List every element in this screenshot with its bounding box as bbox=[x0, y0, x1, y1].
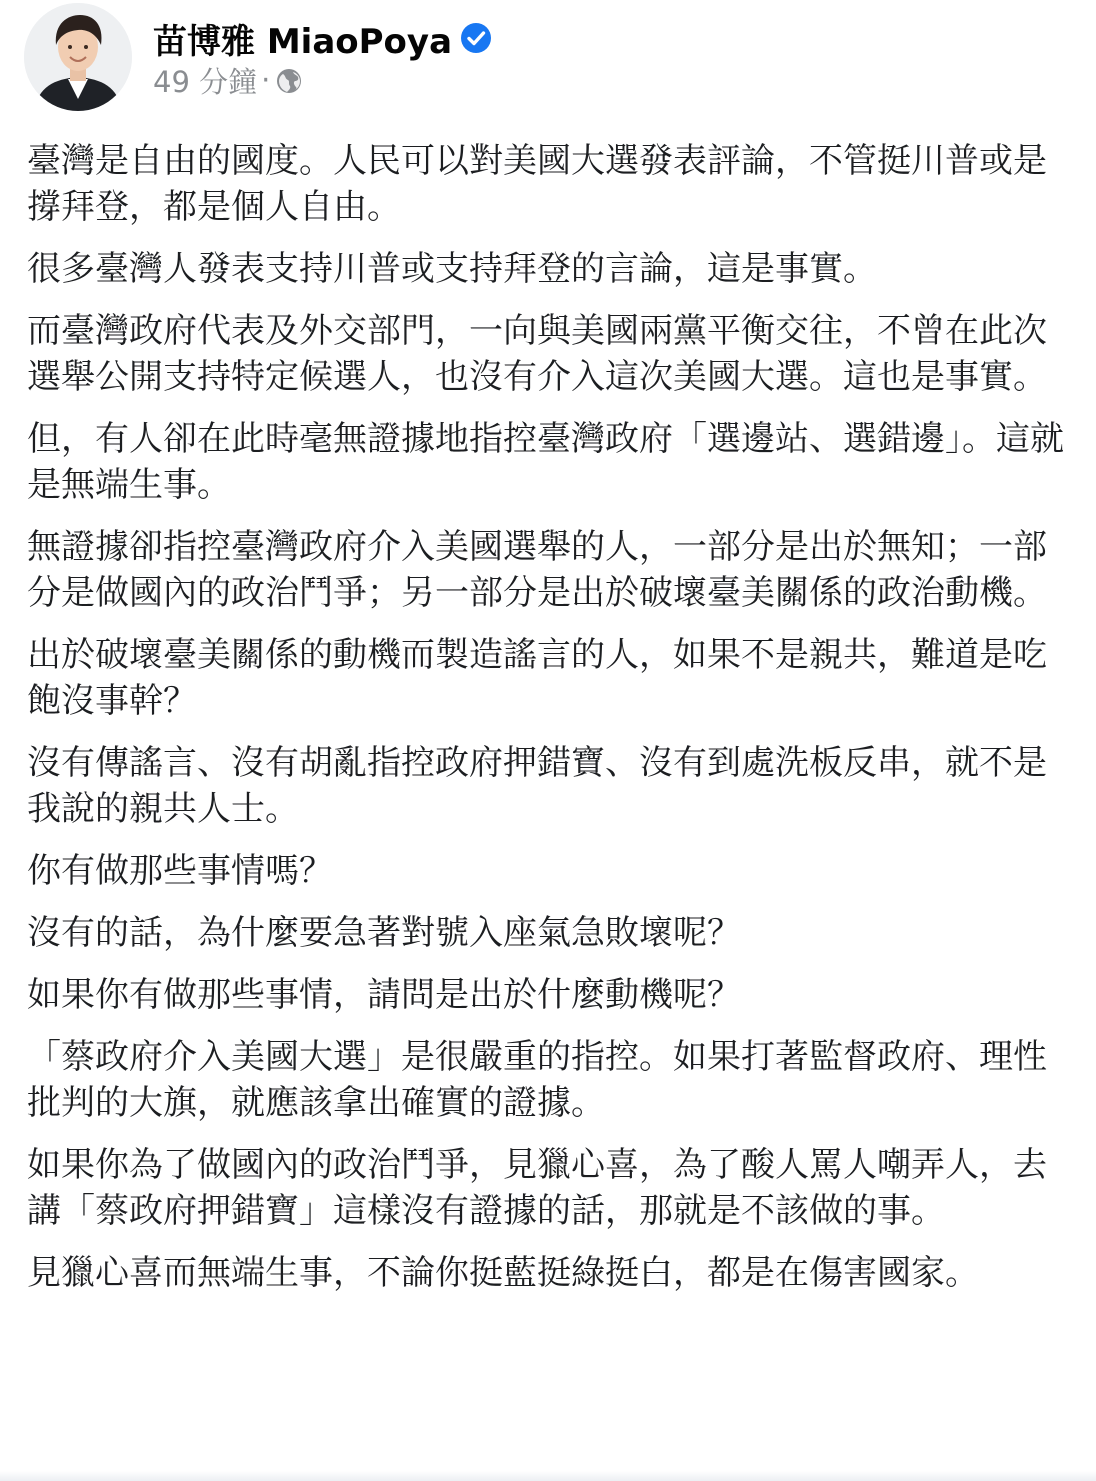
post-paragraph: 見獵心喜而無端生事，不論你挺藍挺綠挺白，都是在傷害國家。 bbox=[27, 1253, 979, 1293]
author-line bbox=[153, 12, 492, 64]
author-name[interactable]: 苗博雅 MiaoPoya bbox=[153, 21, 453, 62]
post-paragraph: 如果你為了做國內的政治鬥爭，見獵心喜，為了酸人罵人嘲弄人，去講「蔡政府押錯寶」這樣沒有證據的話，那就是不該做的事。 bbox=[27, 1145, 1047, 1231]
post-paragraph: 出於破壞臺美關係的動機而製造謠言的人，如果不是親共，難道是吃飽沒事幹？ bbox=[27, 635, 1047, 721]
verified-badge-icon bbox=[460, 22, 492, 54]
post-paragraph: 你有做那些事情嗎？ bbox=[27, 851, 333, 891]
meta-separator: · bbox=[261, 63, 271, 97]
bottom-divider bbox=[0, 1471, 1096, 1481]
post-paragraph: 沒有的話，為什麼要急著對號入座氣急敗壞呢？ bbox=[27, 913, 741, 953]
post-meta bbox=[153, 60, 302, 100]
post-paragraph: 無證據卻指控臺灣政府介入美國選舉的人，一部分是出於無知；一部分是做國內的政治鬥爭；另一部分是出於破壞臺美關係的政治動機。 bbox=[27, 527, 1047, 613]
post-header bbox=[0, 0, 1096, 120]
post-paragraph: 臺灣是自由的國度。人民可以對美國大選發表評論，不管挺川普或是撐拜登，都是個人自由。 bbox=[27, 141, 1047, 227]
post-body bbox=[27, 138, 1067, 1312]
post-paragraph: 很多臺灣人發表支持川普或支持拜登的言論，這是事實。 bbox=[27, 249, 877, 289]
post-paragraph: 沒有傳謠言、沒有胡亂指控政府押錯寶、沒有到處洗板反串，就不是我說的親共人士。 bbox=[27, 743, 1047, 829]
post-paragraph: 而臺灣政府代表及外交部門，一向與美國兩黨平衡交往，不曾在此次選舉公開支持特定候選人，也沒有介入這次美國大選。這也是事實。 bbox=[27, 311, 1047, 397]
globe-icon[interactable] bbox=[276, 67, 302, 93]
avatar-portrait-icon bbox=[24, 3, 132, 111]
post-timestamp[interactable]: 49 分鐘 bbox=[153, 64, 258, 99]
post-paragraph: 「蔡政府介入美國大選」是很嚴重的指控。如果打著監督政府、理性批判的大旗，就應該拿出確實的證據。 bbox=[27, 1037, 1047, 1123]
post-paragraph: 但，有人卻在此時毫無證據地指控臺灣政府「選邊站、選錯邊」。這就是無端生事。 bbox=[27, 419, 1064, 505]
author-avatar[interactable] bbox=[24, 3, 132, 111]
post-paragraph: 如果你有做那些事情，請問是出於什麼動機呢？ bbox=[27, 975, 741, 1015]
